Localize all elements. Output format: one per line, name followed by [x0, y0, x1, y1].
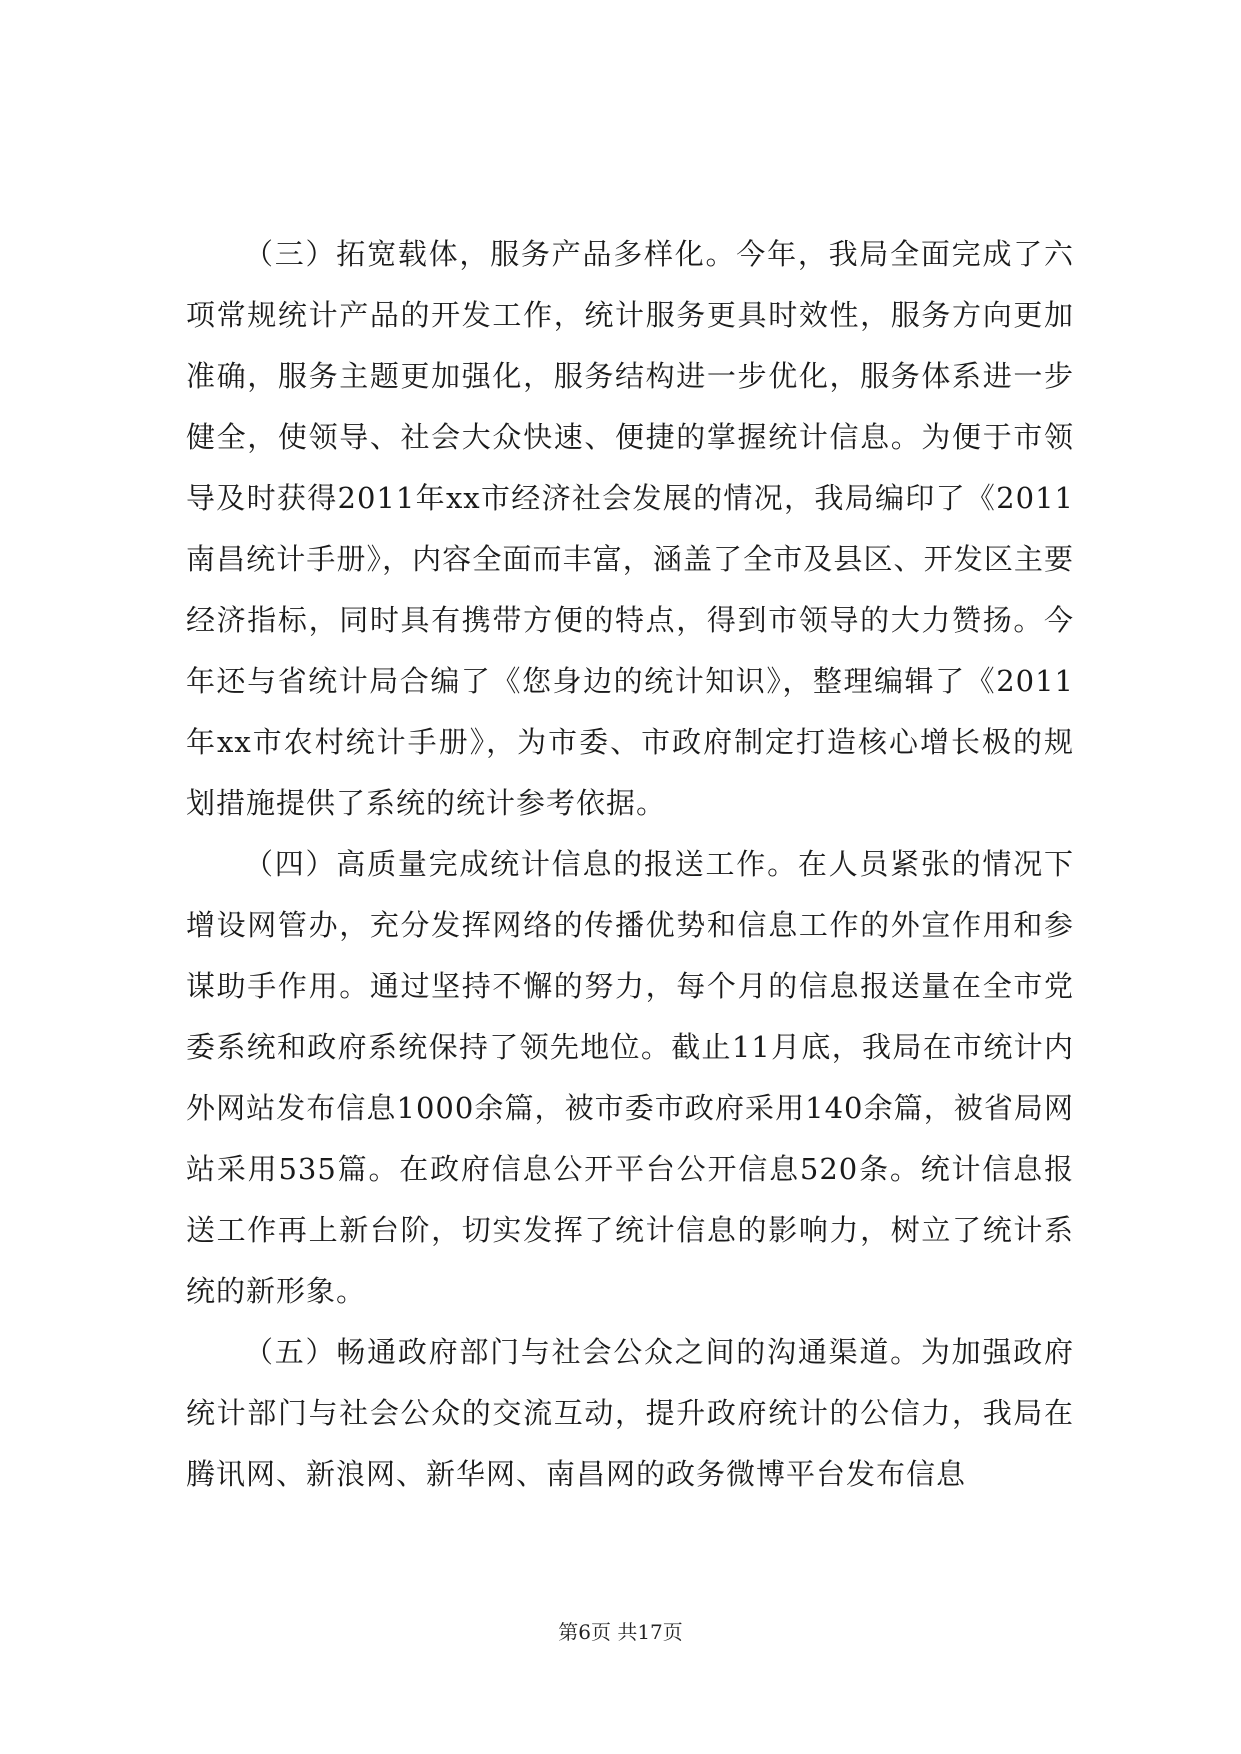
document-body: [186, 224, 1074, 1505]
page-number-footer: 第6页 共17页: [558, 1620, 683, 1644]
paragraph-section-3: （三）拓宽载体，服务产品多样化。今年，我局全面完成了六项常规统计产品的开发工作，统计服务更具时效性，服务方向更加准确，服务主题更加强化，服务结构进一步优化，服务体系进一步健全，使领导、社会大众快速、便捷的掌握统计信息。为便于市领导及时获得2011年xx市经济社会发展的情况，我局编印了《2011南昌统计手册》，内容全面而丰富，涵盖了全市及县区、开发区主要经济指标，同时具有携带方便的特点，得到市领导的大力赞扬。今年还与省统计局合编了《您身边的统计知识》，整理编辑了《2011年xx市农村统计手册》，为市委、市政府制定打造核心增长极的规划措施提供了系统的统计参考依据。: [186, 237, 1074, 820]
paragraph-section-5: （五）畅通政府部门与社会公众之间的沟通渠道。为加强政府统计部门与社会公众的交流互动，提升政府统计的公信力，我局在腾讯网、新浪网、新华网、南昌网的政务微博平台发布信息: [186, 1335, 1074, 1491]
paragraph-section-4: （四）高质量完成统计信息的报送工作。在人员紧张的情况下增设网管办，充分发挥网络的传播优势和信息工作的外宣作用和参谋助手作用。通过坚持不懈的努力，每个月的信息报送量在全市党委系统和政府系统保持了领先地位。截止11月底，我局在市统计内外网站发布信息1000余篇，被市委市政府采用140余篇，被省局网站采用535篇。在政府信息公开平台公开信息520条。统计信息报送工作再上新台阶，切实发挥了统计信息的影响力，树立了统计系统的新形象。: [186, 847, 1074, 1308]
